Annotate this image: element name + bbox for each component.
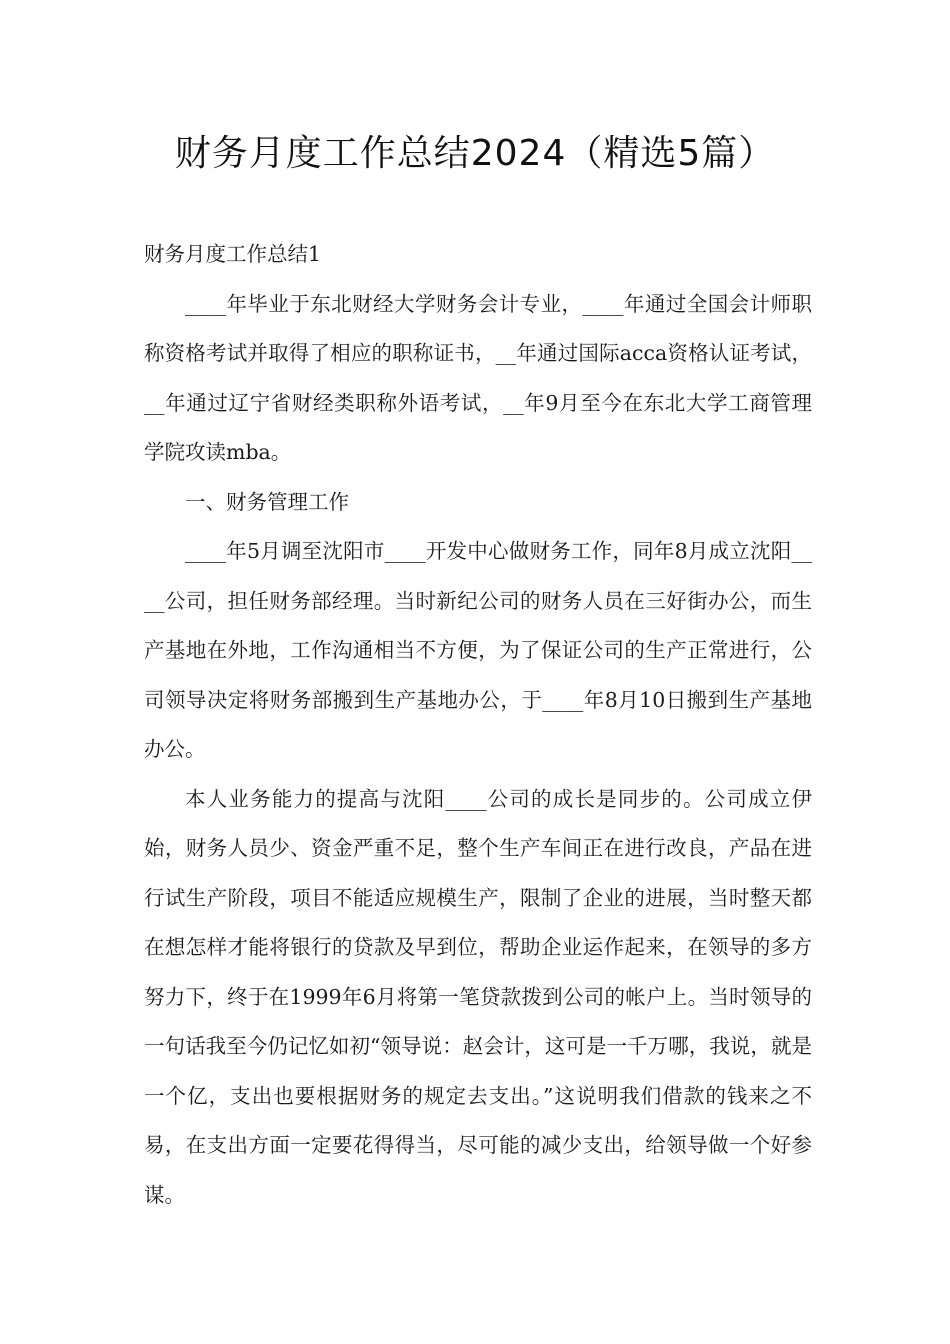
paragraph-work-history: ____年5月调至沈阳市____开发中心做财务工作，同年8月成立沈阳____公司，担任财务部经理。当时新纪公司的财务人员在三好街办公，而生产基地在外地，工作沟通相当不方便，为了保证公司的生产正常进行，公司领导决定将财务部搬到生产基地办公，于____年8月10日搬到生产基地办公。 (144, 539, 812, 761)
paragraph-growth: 本人业务能力的提高与沈阳____公司的成长是同步的。公司成立伊始，财务人员少、资金严重不足，整个生产车间正在进行改良，产品在进行试生产阶段，项目不能适应规模生产，限制了企业的进展，当时整天都在想怎样才能将银行的贷款及早到位，帮助企业运作起来，在领导的多方努力下，终于在1999年6月将第一笔贷款拨到公司的帐户上。当时领导的一句话我至今仍记忆如初“领导说：赵会计，这可是一千万哪，我说，就是一个亿，支出也要根据财务的规定去支出。”这说明我们借款的钱来之不易，在支出方面一定要花得得当，尽可能的减少支出，给领导做一个好参谋。 (144, 786, 812, 1207)
section-heading: 财务月度工作总结1 (144, 242, 322, 266)
document-body (144, 230, 812, 1220)
paragraph-education: ____年毕业于东北财经大学财务会计专业，____年通过全国会计师职称资格考试并取得了相应的职称证书，__年通过国际acca资格认证考试，__年通过辽宁省财经类职称外语考试，__年9月至今在东北大学工商管理学院攻读mba。 (144, 291, 812, 464)
paragraph-heading-finance-management: 一、财务管理工作 (185, 489, 349, 514)
document-title: 财务月度工作总结2024（精选5篇） (174, 133, 776, 174)
